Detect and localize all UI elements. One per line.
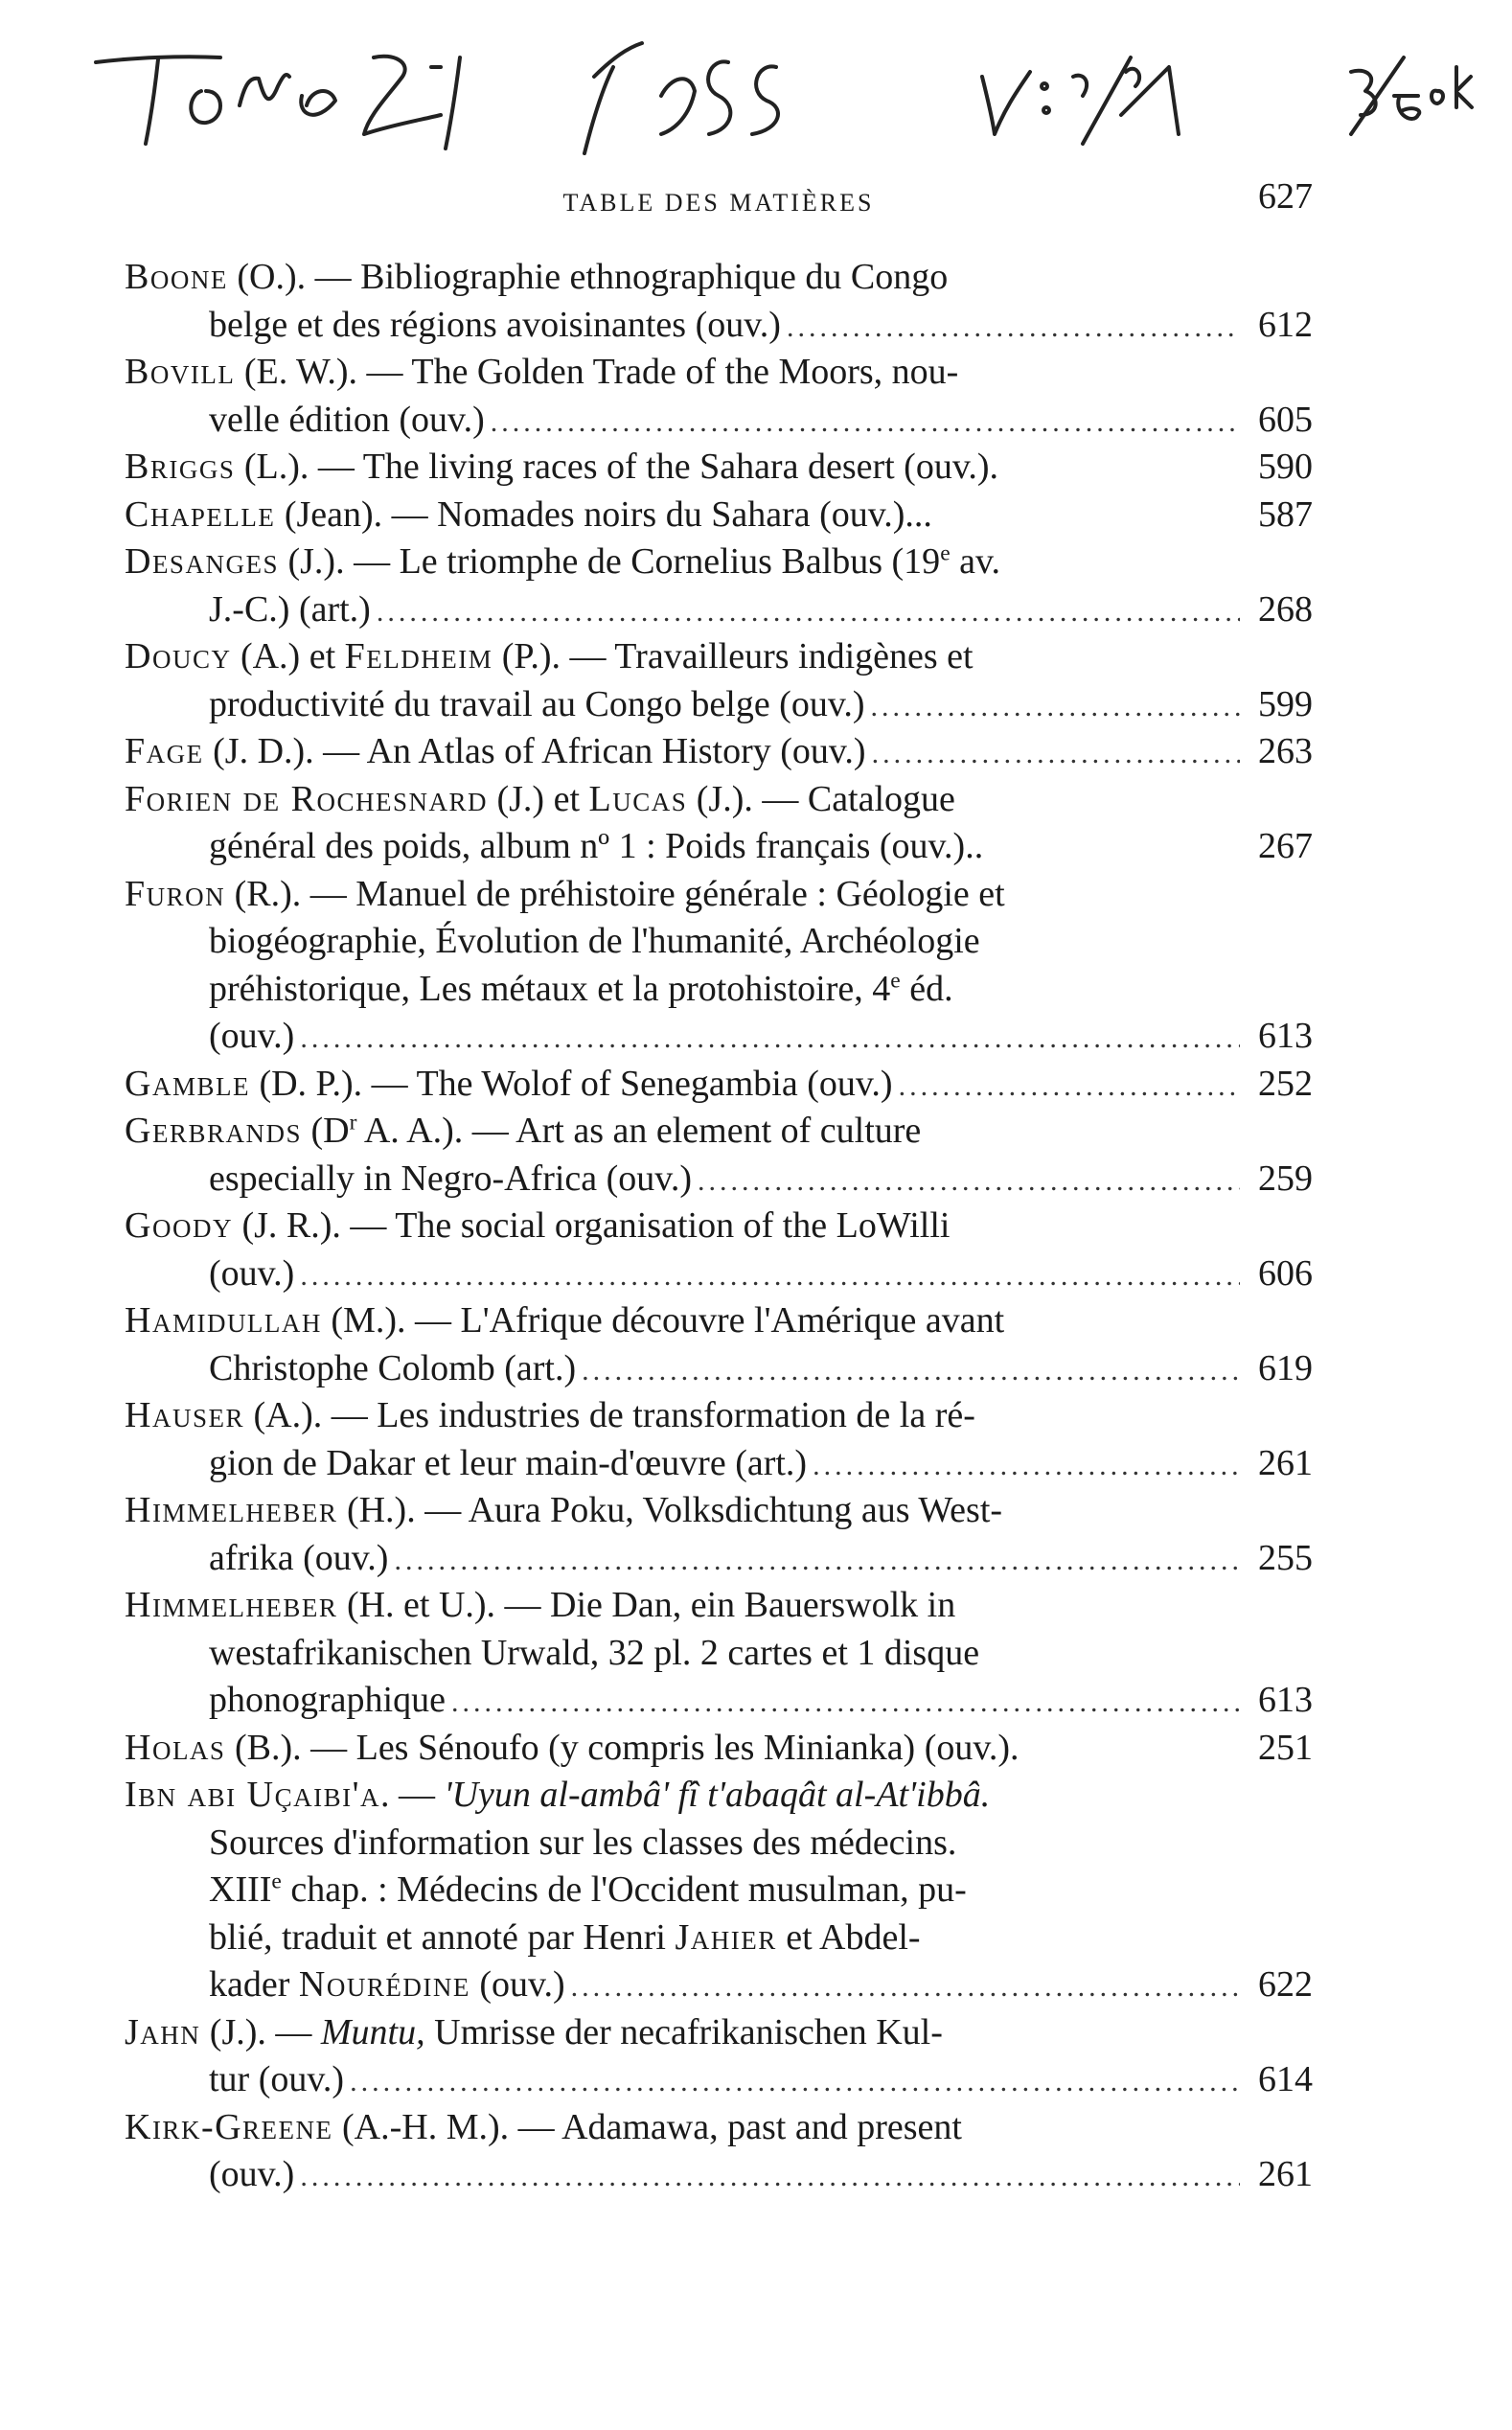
index-entry: Jahn (J.). — Muntu, Umrisse der necafrikanischen Kul- tur (ouv.) ..... 614	[125, 2009, 1313, 2104]
index-entry: Briggs (L.). — The living races of the Sahara desert (ouv.). 590	[125, 444, 1313, 492]
entry-page: 255	[1258, 1537, 1313, 1578]
index-entry: Doucy (A.) et Feldheim (P.). — Travailleurs indigènes et productivité du travail au Congo belge (ouv.) ..... 599	[125, 633, 1313, 728]
author-name: Boone	[125, 257, 228, 297]
author-name: Himmelheber	[125, 1585, 338, 1625]
entry-page: 622	[1258, 1964, 1313, 2005]
author-name: Gerbrands	[125, 1111, 302, 1151]
index-entry: Kirk-Greene (A.-H. M.). — Adamawa, past and present (ouv.) ..... 261	[125, 2104, 1313, 2199]
entry-page: 613	[1258, 1680, 1313, 1720]
author-name: Hamidullah	[125, 1300, 322, 1341]
entry-page: 261	[1258, 2154, 1313, 2194]
index-entry: Boone (O.). — Bibliographie ethnographique du Congo belge et des régions avoisinantes (ouv.) ..... 612	[125, 254, 1313, 349]
index-entry: Hauser (A.). — Les industries de transformation de la ré- gion de Dakar et leur main-d'œuvre (art.) ..... 261	[125, 1392, 1313, 1487]
index-entry: Gerbrands ($D^r$ A. A.). — Art as an element of culture especially in Negro-Africa (ouv.) ..... 259	[125, 1108, 1313, 1203]
index-entries	[125, 254, 1313, 2199]
page-number: 627	[1258, 176, 1313, 217]
index-entry: Himmelheber (H.). — Aura Poku, Volksdichtung aus West- afrika (ouv.) ..... 255	[125, 1487, 1313, 1582]
entry-page: 267	[1258, 826, 1313, 866]
handwritten-annotation	[77, 19, 1476, 163]
index-entry: Furon (R.). — Manuel de préhistoire générale : Géologie et biogéographie, Évolution de l'humanité, Archéologie préhistorique, Les métaux et la protohistoire, 4e éd. (ouv.) ..... 613	[125, 871, 1313, 1061]
author-name: Chapelle	[125, 493, 276, 535]
entry-page: 259	[1258, 1158, 1313, 1199]
entry-page: 590	[1258, 447, 1313, 487]
index-entry: Hamidullah (M.). — L'Afrique découvre l'Amérique avant Christophe Colomb (art.) ..... 619	[125, 1297, 1313, 1392]
author-name: Fage	[125, 731, 204, 771]
author-name: Holas	[125, 1727, 226, 1768]
page-header	[125, 175, 1313, 223]
entry-page: 612	[1258, 304, 1313, 345]
author-name: Bovill	[125, 352, 236, 392]
running-title: TABLE DES MATIÈRES	[562, 189, 875, 217]
index-entry: Desanges (J.). — Le triomphe de Cornelius Balbus (19e av. J.-C.) (art.) ..... 268	[125, 539, 1313, 633]
index-entry: Holas (B.). — Les Sénoufo (y compris les Minianka) (ouv.). 251	[125, 1725, 1313, 1773]
entry-page: 599	[1258, 683, 1313, 724]
entry-page: 614	[1258, 2059, 1313, 2099]
index-entry: Ibn abi Uçaibi'a. — 'Uyun al-ambâ' fî t'abaqât al-At'ibbâ. Sources d'information sur les classes des médecins. XIIIe chap. : Médecins de l'Occident musulman, pu- blié, traduit et annoté par Henri Jahier et Abdel- kader Nourédine (ouv.) ..... 622	[125, 1772, 1313, 2009]
author-name: Himmelheber	[125, 1490, 338, 1530]
index-entry: Bovill (E. W.). — The Golden Trade of the Moors, nou- velle édition (ouv.) ..... 605	[125, 349, 1313, 444]
index-entry: Goody (J. R.). — The social organisation of the LoWilli (ouv.) ..... 606	[125, 1203, 1313, 1297]
entry-page: 606	[1258, 1252, 1313, 1294]
author-name: Ibn abi Uçaibi'a	[125, 1775, 380, 1815]
author-name: Goody	[125, 1205, 233, 1246]
author-name: Doucy	[125, 636, 232, 676]
entry-page: 251	[1258, 1727, 1313, 1768]
entry-page: 587	[1258, 493, 1313, 535]
author-name: Gamble	[125, 1063, 250, 1104]
index-entry: Chapelle (Jean). — Nomades noirs du Sahara (ouv.)... 587	[125, 492, 1313, 539]
handwriting-scribble	[77, 19, 1476, 163]
author-name: Briggs	[125, 447, 236, 487]
entry-page: 252	[1258, 1063, 1313, 1104]
entry-page: 261	[1258, 1442, 1313, 1483]
entry-page: 268	[1258, 588, 1313, 630]
index-entry: Forien de Rochesnard (J.) et Lucas (J.). — Catalogue général des poids, album nº 1 : Poids français (ouv.).. 267	[125, 776, 1313, 871]
entry-page: 613	[1258, 1016, 1313, 1056]
entry-page: 605	[1258, 399, 1313, 440]
author-name: Kirk-Greene	[125, 2106, 333, 2147]
author-name: Hauser	[125, 1395, 244, 1435]
entry-page: 619	[1258, 1347, 1313, 1388]
index-entry: Gamble (D. P.). — The Wolof of Senegambia (ouv.) ..... 252	[125, 1061, 1313, 1109]
index-entry: Fage (J. D.). — An Atlas of African History (ouv.) ..... 263	[125, 728, 1313, 776]
entry-page: 263	[1258, 731, 1313, 771]
index-entry: Himmelheber (H. et U.). — Die Dan, ein Bauerswolk in westafrikanischen Urwald, 32 pl. 2 cartes et 1 disque phonographique ..... 613	[125, 1582, 1313, 1725]
author-name: Furon	[125, 873, 226, 914]
author-name: Forien de Rochesnard	[125, 778, 488, 819]
author-name: Jahn	[125, 2011, 201, 2052]
author-name: Desanges	[125, 541, 279, 582]
